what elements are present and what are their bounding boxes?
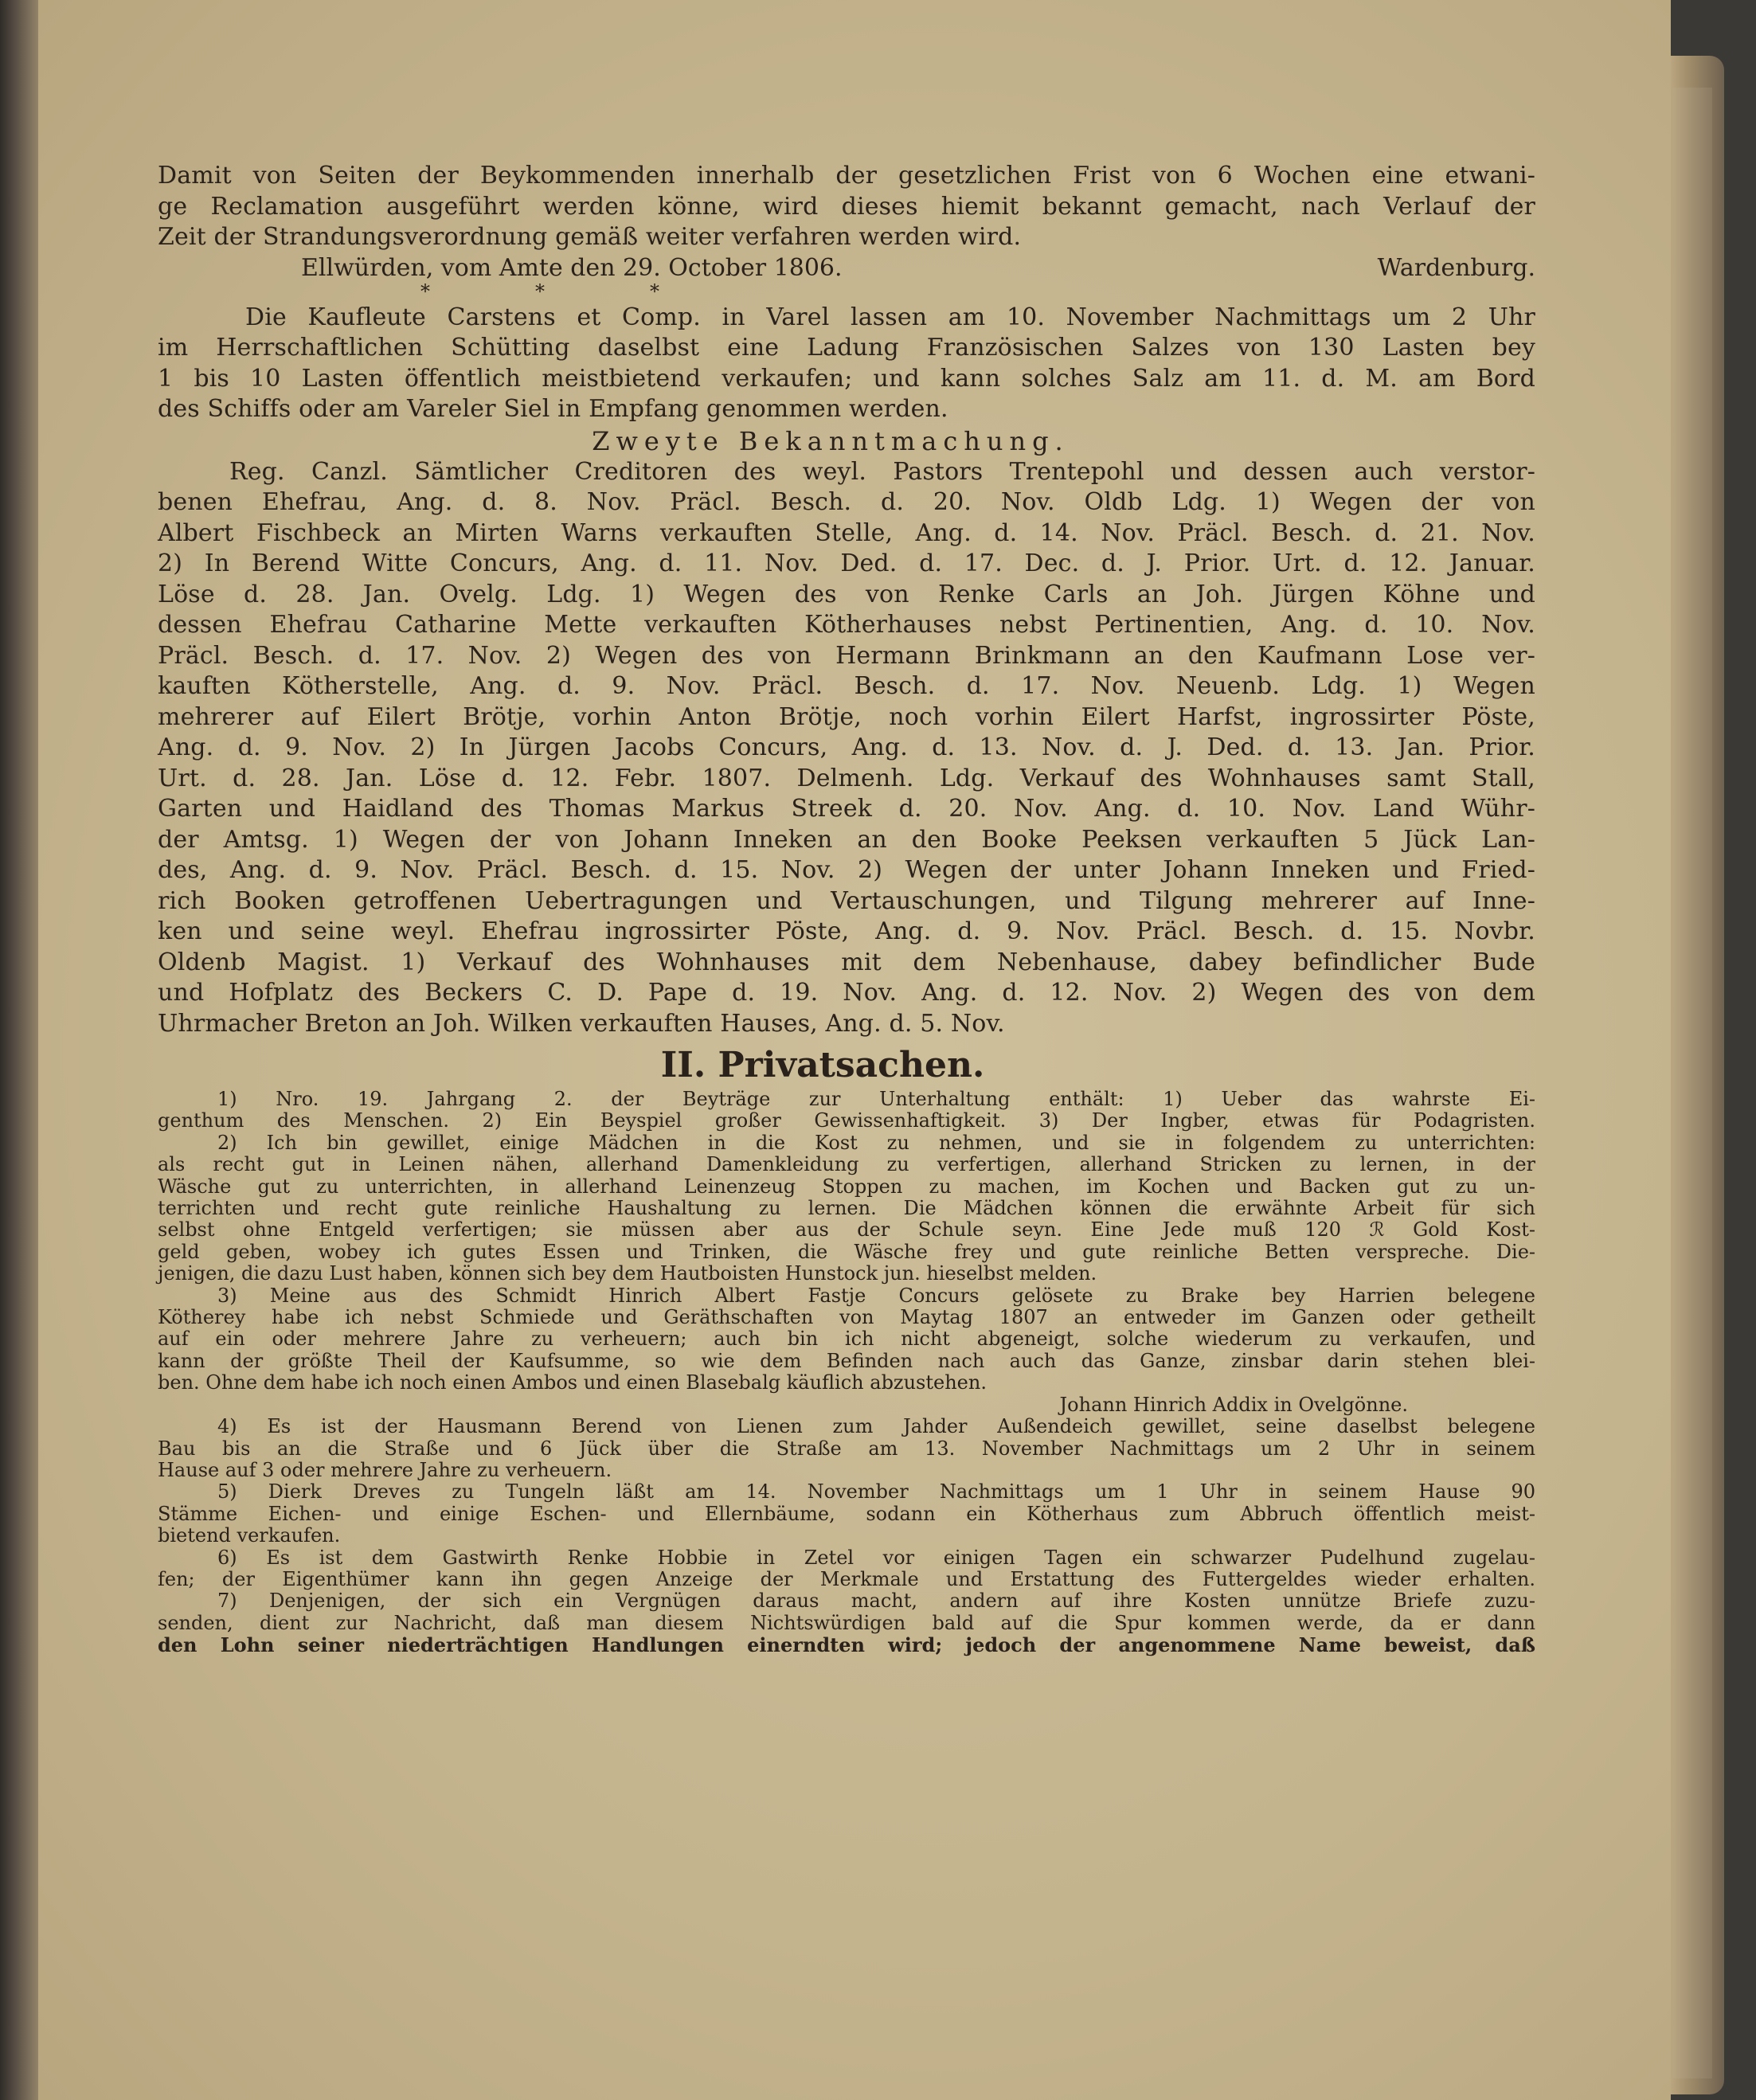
text-line: benen Ehefrau, Ang. d. 8. Nov. Präcl. Besch. d. 20. Nov. Oldb Ldg. 1) Wegen der von (158, 488, 1535, 516)
heading-second-announcement: Zweyte Bekanntmachung. (592, 425, 1070, 456)
text-line: Präcl. Besch. d. 17. Nov. 2) Wegen des von Hermann Brinkmann an den Kaufmann Lose ver- (158, 641, 1535, 670)
text-line: auf ein oder mehrere Jahre zu verheuern; auch bin ich nicht abgeneigt, solche wiederum zu verkaufen, und (158, 1328, 1535, 1351)
second-announcement (158, 457, 1535, 1040)
text-line: jenigen, die dazu Lust haben, können sich bey dem Hautboisten Hunstock jun. hieselbst melden. (158, 1262, 1097, 1285)
text-line: Damit von Seiten der Beykommenden innerhalb der gesetzlichen Frist von 6 Wochen eine etwani- (158, 162, 1535, 190)
text-line: der Amtsg. 1) Wegen der von Johann Inneken an den Booke Peeksen verkauften 5 Jück Lan- (158, 825, 1535, 854)
text-line: ken und seine weyl. Ehefrau ingrossirter Pöste, Ang. d. 9. Nov. Präcl. Besch. d. 15. Novbr. (158, 917, 1535, 945)
text-line: Reg. Canzl. Sämtlicher Creditoren des weyl. Pastors Trentepohl und dessen auch verstor- (229, 457, 1535, 486)
first-notice (158, 161, 1535, 253)
text-line: fen; der Eigenthümer kann ihn gegen Anzeige der Merkmale und Erstattung des Futtergeldes wieder erhalten. (158, 1567, 1535, 1590)
text-line: als recht gut in Leinen nähen, allerhand Damenkleidung zu verfertigen, allerhand Stricken zu lernen, in der (158, 1153, 1535, 1176)
text-line: Stämme Eichen- und einige Eschen- und Ellernbäume, sodann ein Kötherhaus zum Abbruch öffentlich meist- (158, 1502, 1535, 1525)
heading-private-matters: II. Privatsachen. (660, 1045, 985, 1085)
text-line: Urt. d. 28. Jan. Löse d. 12. Febr. 1807. Delmenh. Ldg. Verkauf des Wohnhauses samt Stall, (158, 764, 1535, 792)
text-line: rich Booken getroffenen Uebertragungen und Vertauschungen, und Tilgung mehrerer auf Inne- (158, 886, 1535, 915)
text-line: Hause auf 3 oder mehrere Jahre zu verheuern. (158, 1458, 612, 1481)
text-line: 6) Es ist dem Gastwirth Renke Hobbie in Zetel vor einigen Tagen ein schwarzer Pudelhund zugelau- (217, 1546, 1535, 1569)
text-line: Albert Fischbeck an Mirten Warns verkauften Stelle, Ang. d. 14. Nov. Präcl. Besch. d. 21. Nov. (158, 518, 1535, 547)
text-line: selbst ohne Entgeld verfertigen; sie müssen aber aus der Schule seyn. Eine Jede muß 120 ℛ Gold Kost- (158, 1218, 1535, 1242)
signature-addix: Johann Hinrich Addix in Ovelgönne. (1059, 1393, 1408, 1416)
text-line: Löse d. 28. Jan. Ovelg. Ldg. 1) Wegen des von Renke Carls an Joh. Jürgen Köhne und (158, 580, 1535, 608)
text-line: Die Kaufleute Carstens et Comp. in Varel lassen am 10. November Nachmittags um 2 Uhr (245, 303, 1535, 331)
text-line: ge Reclamation ausgeführt werden könne, wird dieses hiemit bekannt gemacht, nach Verlauf der (158, 192, 1535, 221)
text-line: 1 bis 10 Lasten öffentlich meistbietend verkaufen; und kann solches Salz am 11. d. M. am Bord (158, 364, 1535, 393)
text-line: des, Ang. d. 9. Nov. Präcl. Besch. d. 15. Nov. 2) Wegen der unter Johann Inneken und Fried- (158, 856, 1535, 884)
star: * (420, 280, 430, 303)
star: * (650, 280, 659, 303)
text-line: kann der größte Theil der Kaufsumme, so wie dem Befinden nach auch das Ganze, zinsbar darin stehen blei- (158, 1349, 1535, 1372)
star: * (535, 280, 545, 303)
text-line: Wäsche gut zu unterrichten, in allerhand Leinenzeug Stoppen zu machen, im Kochen und Backen gut zu un- (158, 1175, 1535, 1198)
page-stack-edge-inner (1672, 88, 1712, 2078)
page-text (158, 161, 1535, 1656)
text-line: 3) Meine aus des Schmidt Hinrich Albert Fastje Concurs gelösete zu Brake bey Harrien belegene (217, 1284, 1535, 1307)
text-line: Oldenb Magist. 1) Verkauf des Wohnhauses mit dem Nebenhause, dabey befindlicher Bude (158, 948, 1535, 976)
text-line: Uhrmacher Breton an Joh. Wilken verkauften Hauses, Ang. d. 5. Nov. (158, 1009, 1005, 1038)
text-line: terrichten und recht gute reinliche Haushaltung zu lernen. Die Mädchen können die erwähnte Arbeit für sich (158, 1197, 1535, 1220)
text-line: 5) Dierk Dreves zu Tungeln läßt am 14. November Nachmittags um 1 Uhr in seinem Hause 90 (217, 1480, 1535, 1504)
text-line: Garten und Haidland des Thomas Markus Streek d. 20. Nov. Ang. d. 10. Nov. Land Wühr- (158, 795, 1535, 823)
text-line: dessen Ehefrau Catharine Mette verkauften Kötherhauses nebst Pertinentien, Ang. d. 10. Nov. (158, 611, 1535, 639)
text-line: 7) Denjenigen, der sich ein Vergnügen daraus macht, andern auf ihre Kosten unnütze Briefe zuzu- (217, 1590, 1535, 1613)
text-line: kauften Kötherstelle, Ang. d. 9. Nov. Präcl. Besch. d. 17. Nov. Neuenb. Ldg. 1) Wegen (158, 672, 1535, 700)
text-line: Bau bis an die Straße und 6 Jück über die Straße am 13. November Nachmittags um 2 Uhr in seinem (158, 1437, 1535, 1460)
text-line: 2) In Berend Witte Concurs, Ang. d. 11. Nov. Ded. d. 17. Dec. d. J. Prior. Urt. d. 12. Januar. (158, 549, 1535, 577)
text-line: geld geben, wobey ich gutes Essen und Trinken, die Wäsche frey und gute reinliche Betten verspreche. Die- (158, 1240, 1535, 1263)
section-divider-stars (420, 280, 659, 303)
text-line: genthum des Menschen. 2) Ein Beyspiel großer Gewissenhaftigkeit. 3) Der Ingber, etwas für Podagristen. (158, 1109, 1535, 1132)
text-line: Zeit der Strandungsverordnung gemäß weiter verfahren werden wird. (158, 223, 1022, 251)
text-line: ben. Ohne dem habe ich noch einen Ambos und einen Blasebalg käuflich abzustehen. (158, 1371, 987, 1394)
text-line: 1) Nro. 19. Jahrgang 2. der Beyträge zur Unterhaltung enthält: 1) Ueber das wahrste Ei- (217, 1088, 1535, 1110)
text-line: Kötherey habe ich nebst Schmiede und Geräthschaften von Maytag 1807 an entweder im Ganzen oder getheilt (158, 1306, 1535, 1329)
text-line: den Lohn seiner niederträchtigen Handlungen einerndten wird; jedoch der angenommene Name beweist, daß (158, 1633, 1535, 1657)
sign-place-date: Ellwürden, vom Amte den 29. October 1806. (301, 253, 843, 282)
paper-page (38, 0, 1671, 2100)
text-line: mehrerer auf Eilert Brötje, vorhin Anton Brötje, noch vorhin Eilert Harfst, ingrossirter Pöste, (158, 702, 1535, 731)
private-items (158, 1089, 1535, 1656)
text-line: 4) Es ist der Hausmann Berend von Lienen zum Jahder Außendeich gewillet, seine daselbst belegene (217, 1415, 1535, 1438)
text-line: bietend verkaufen. (158, 1524, 341, 1547)
text-line: senden, dient zur Nachricht, daß man diesem Nichtswürdigen bald auf die Spur kommen werde, da er dann (158, 1611, 1535, 1634)
text-line: 2) Ich bin gewillet, einige Mädchen in die Kost zu nehmen, und sie in folgendem zu unterrichten: (217, 1131, 1535, 1154)
signature-line (158, 253, 1535, 284)
text-line: des Schiffs oder am Vareler Siel in Empfang genommen werden. (158, 395, 948, 423)
text-line: im Herrschaftlichen Schütting daselbst eine Ladung Französischen Salzes von 130 Lasten bey (158, 334, 1535, 362)
text-line: Ang. d. 9. Nov. 2) In Jürgen Jacobs Concurs, Ang. d. 13. Nov. d. J. Ded. d. 13. Jan. Prior. (158, 733, 1535, 761)
sign-name: Wardenburg. (1377, 253, 1535, 282)
text-line: und Hofplatz des Beckers C. D. Pape d. 19. Nov. Ang. d. 12. Nov. 2) Wegen des von dem (158, 979, 1535, 1007)
second-notice (158, 303, 1535, 425)
